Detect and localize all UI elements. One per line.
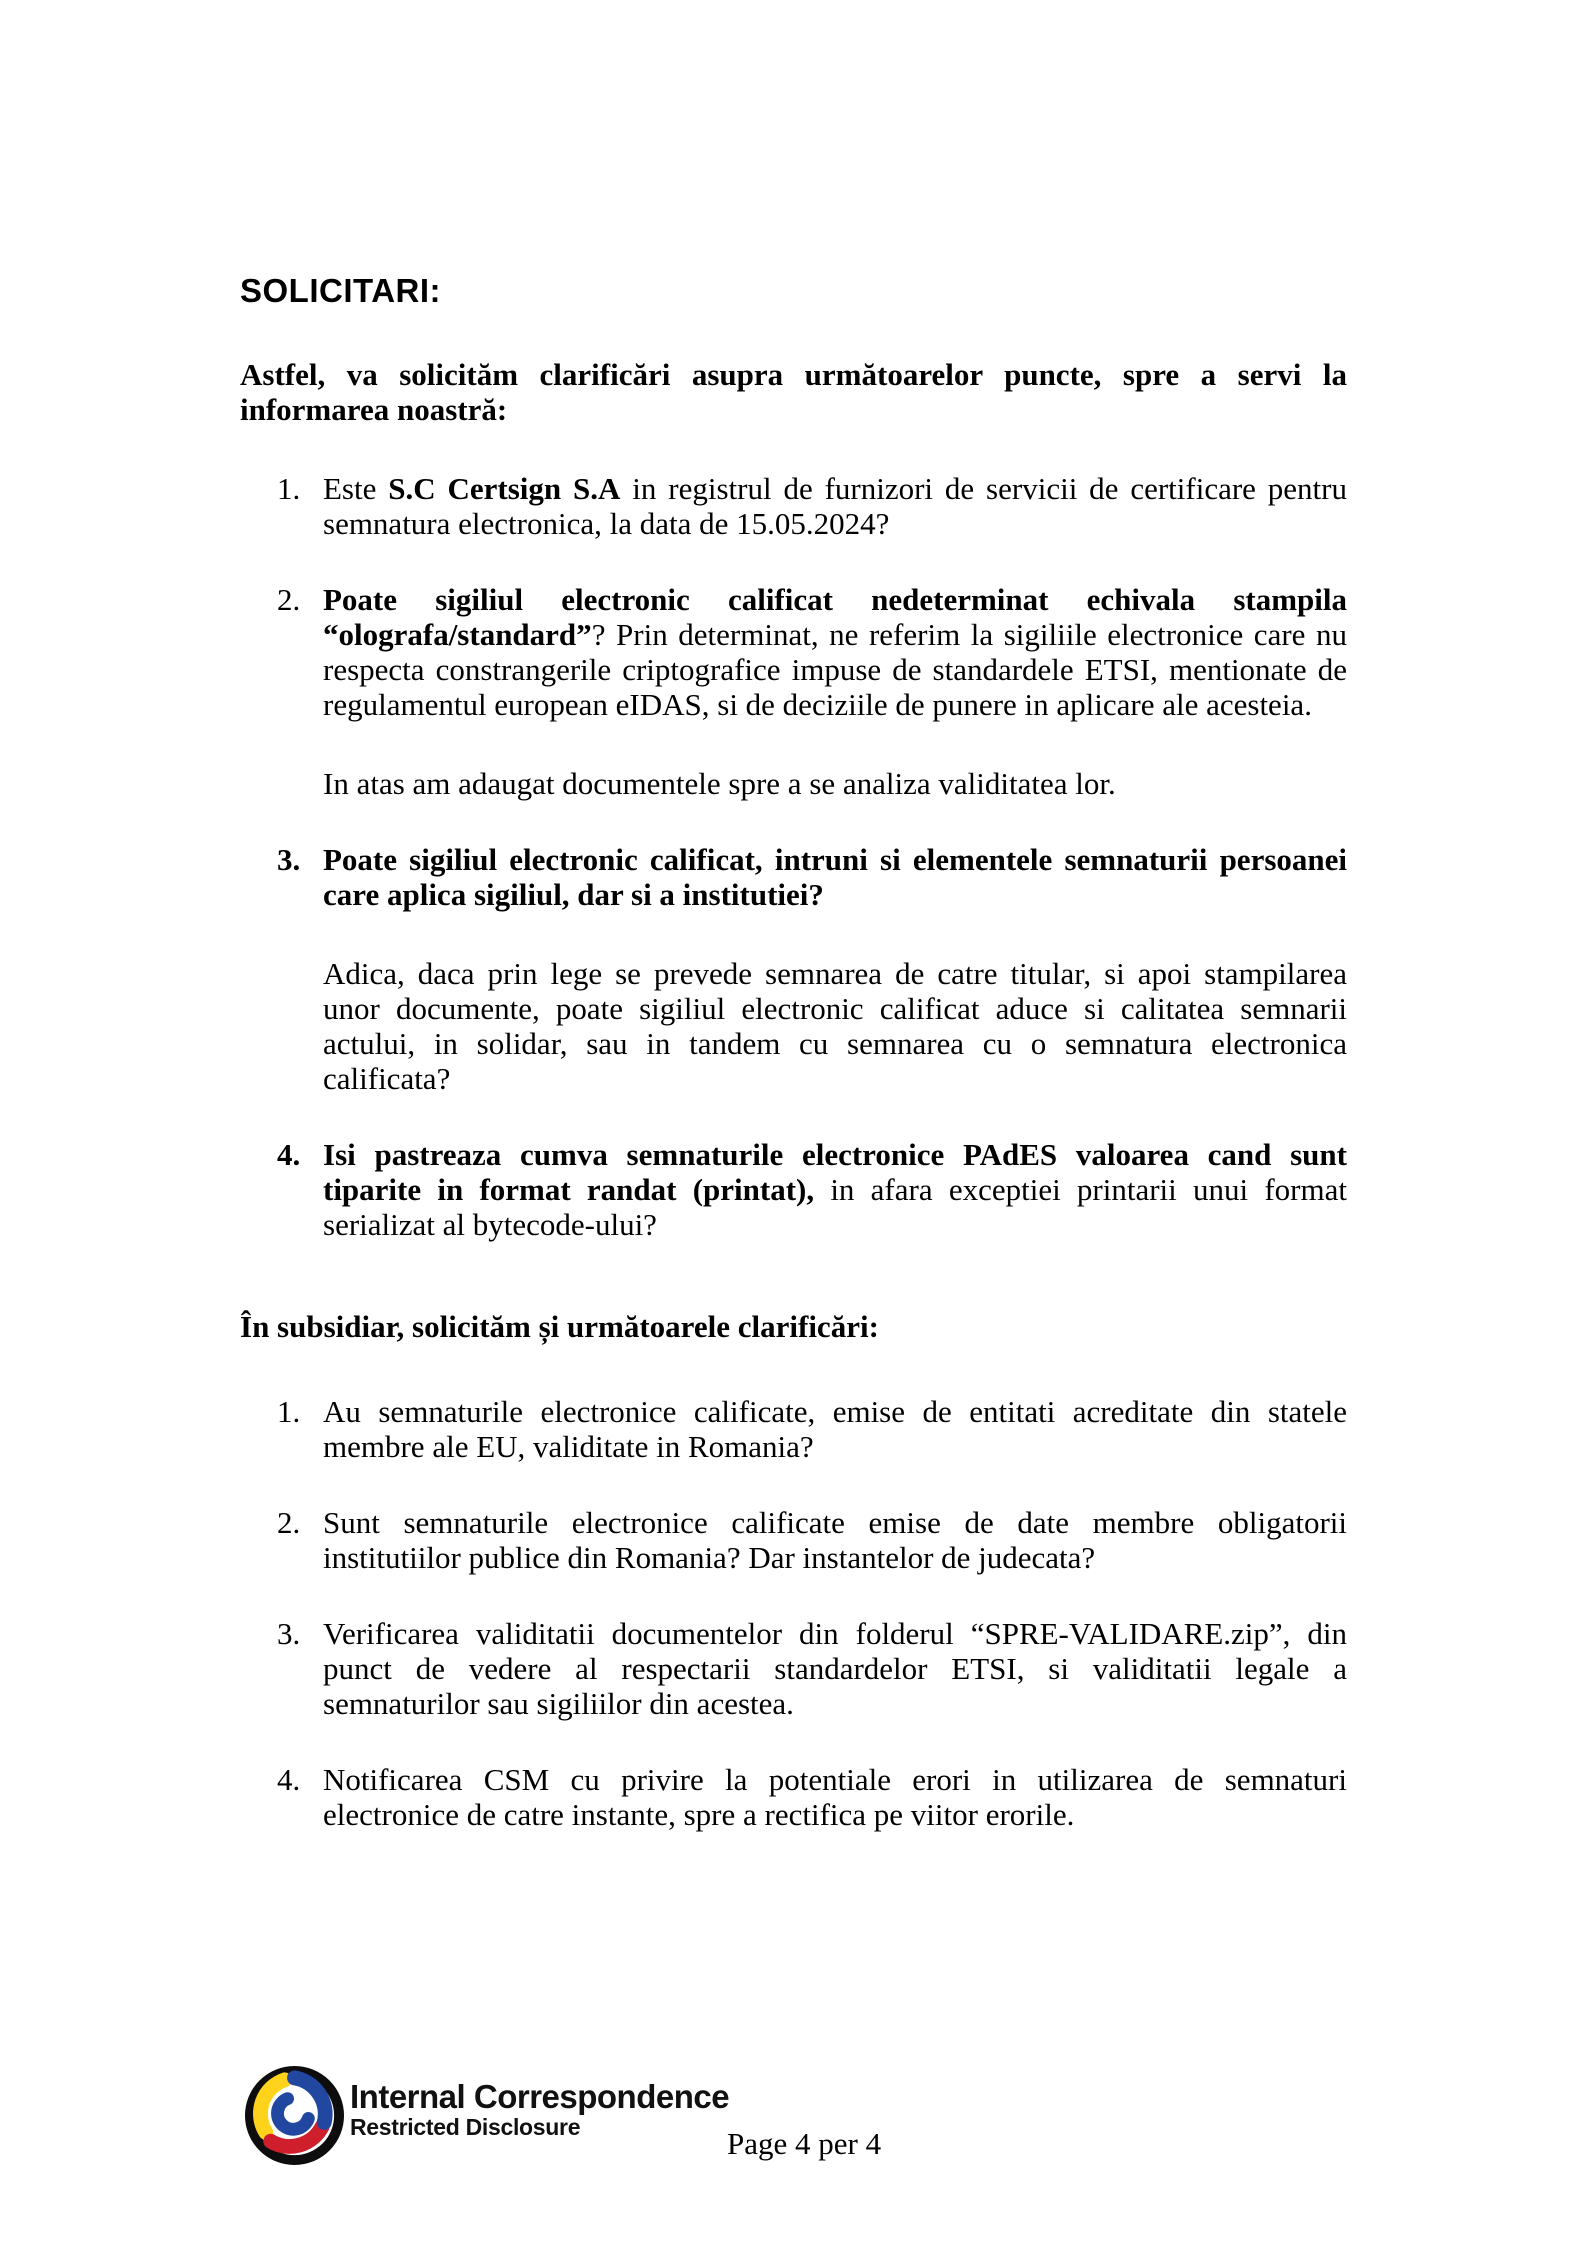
list-item (240, 582, 1347, 722)
list-item-number: 3. (277, 1616, 301, 1651)
list-item-note: In atas am adaugat documentele spre a se analiza validitatea lor. (323, 766, 1116, 801)
intro-paragraph: Astfel, va solicităm clarificări asupra următoarelor puncte, spre a servi la informarea noastră: (240, 357, 1347, 427)
footer-brand (350, 2080, 729, 2140)
list-item (240, 1137, 1347, 1242)
footer-brand-subtitle: Restricted Disclosure (350, 2114, 581, 2140)
subsidiary-heading: În subsidiar, solicităm și următoarele clarificări: (240, 1309, 879, 1344)
list-item-text (323, 1616, 1347, 1721)
list-item-text-segment: Au semnaturile electronice calificate, emise de entitati acreditate din statele membre ale EU, validitate in Romania? (323, 1394, 1347, 1464)
list-item-text-segment: Isi pastreaza cumva semnaturile electronice PAdES valoarea cand sunt tiparite in format randat (printat), (323, 1137, 1347, 1207)
list-item-text-segment: Este (323, 471, 389, 506)
list-item-note: Adica, daca prin lege se prevede semnarea de catre titular, si apoi stampilarea unor documente, poate sigiliul electronic calificat aduce si calitatea semnarii actului, in solidar, sau in tandem cu semnarea cu o semnatura electronica calificata? (323, 956, 1347, 1096)
list-item-text-segment: Verificarea validitatii documentelor din folderul “SPRE-VALIDARE.zip”, din punct de vedere al respectarii standardelor ETSI, si validitatii legale a semnaturilor sau sigiliilor din acestea. (323, 1616, 1347, 1721)
list-item-text (323, 582, 1347, 722)
list-item-text (323, 842, 1347, 912)
list-item (240, 1505, 1347, 1575)
list-item (240, 842, 1347, 912)
list-item-text (323, 471, 1347, 541)
list-item (240, 1762, 1347, 1832)
list-item-text-segment: Poate sigiliul electronic calificat, intruni si elementele semnaturii persoanei care aplica sigiliul, dar si a institutiei? (323, 842, 1347, 912)
footer-brand-title: Internal Correspondence (350, 2078, 730, 2115)
list-item-number: 4. (277, 1137, 301, 1172)
list-item (240, 1616, 1347, 1721)
list-item-text-segment: Poate sigiliul electronic calificat nedeterminat echivala stampila “olografa/standard” (323, 582, 1347, 652)
list-item-text-segment: Sunt semnaturile electronice calificate emise de date membre obligatorii institutiilor publice din Romania? Dar instantelor de judecata? (323, 1505, 1347, 1575)
internal-correspondence-logo (243, 2064, 346, 2167)
page-title: SOLICITARI: (240, 272, 442, 309)
list-item-text-segment: in afara exceptiei printarii unui format serializat al bytecode-ului? (323, 1172, 1347, 1242)
page-number: Page 4 per 4 (727, 2126, 882, 2161)
list-item-text (323, 1762, 1347, 1832)
request-list-secondary (240, 1394, 1347, 1832)
list-item-text-segment: in registrul de furnizori de servicii de certificare pentru semnatura electronica, la data de 15.05.2024? (323, 471, 1347, 541)
list-item-number: 2. (277, 582, 301, 617)
list-item-text-segment: S.C Certsign S.A (388, 471, 621, 506)
list-item (240, 471, 1347, 541)
list-item-text-segment: ? Prin determinat, ne referim la sigiliile electronice care nu respecta constrangerile criptografice impuse de standardele ETSI, mentionate de regulamentul european eIDAS, si de deciziile de punere in aplicare ale acesteia. (323, 617, 1347, 722)
list-item-number: 3. (277, 842, 301, 877)
request-list-primary (240, 471, 1347, 1242)
list-item-text (323, 1137, 1347, 1242)
list-item-text (323, 1505, 1347, 1575)
list-item-text-segment: Notificarea CSM cu privire la potentiale erori in utilizarea de semnaturi electronice de catre instante, spre a rectifica pe viitor erorile. (323, 1762, 1347, 1832)
document-body (240, 272, 1347, 1873)
list-item-text (323, 1394, 1347, 1464)
list-item (240, 1394, 1347, 1464)
list-item-number: 2. (277, 1505, 301, 1540)
list-item-number: 1. (277, 1394, 301, 1429)
list-item-number: 1. (277, 471, 301, 506)
list-item-number: 4. (277, 1762, 301, 1797)
